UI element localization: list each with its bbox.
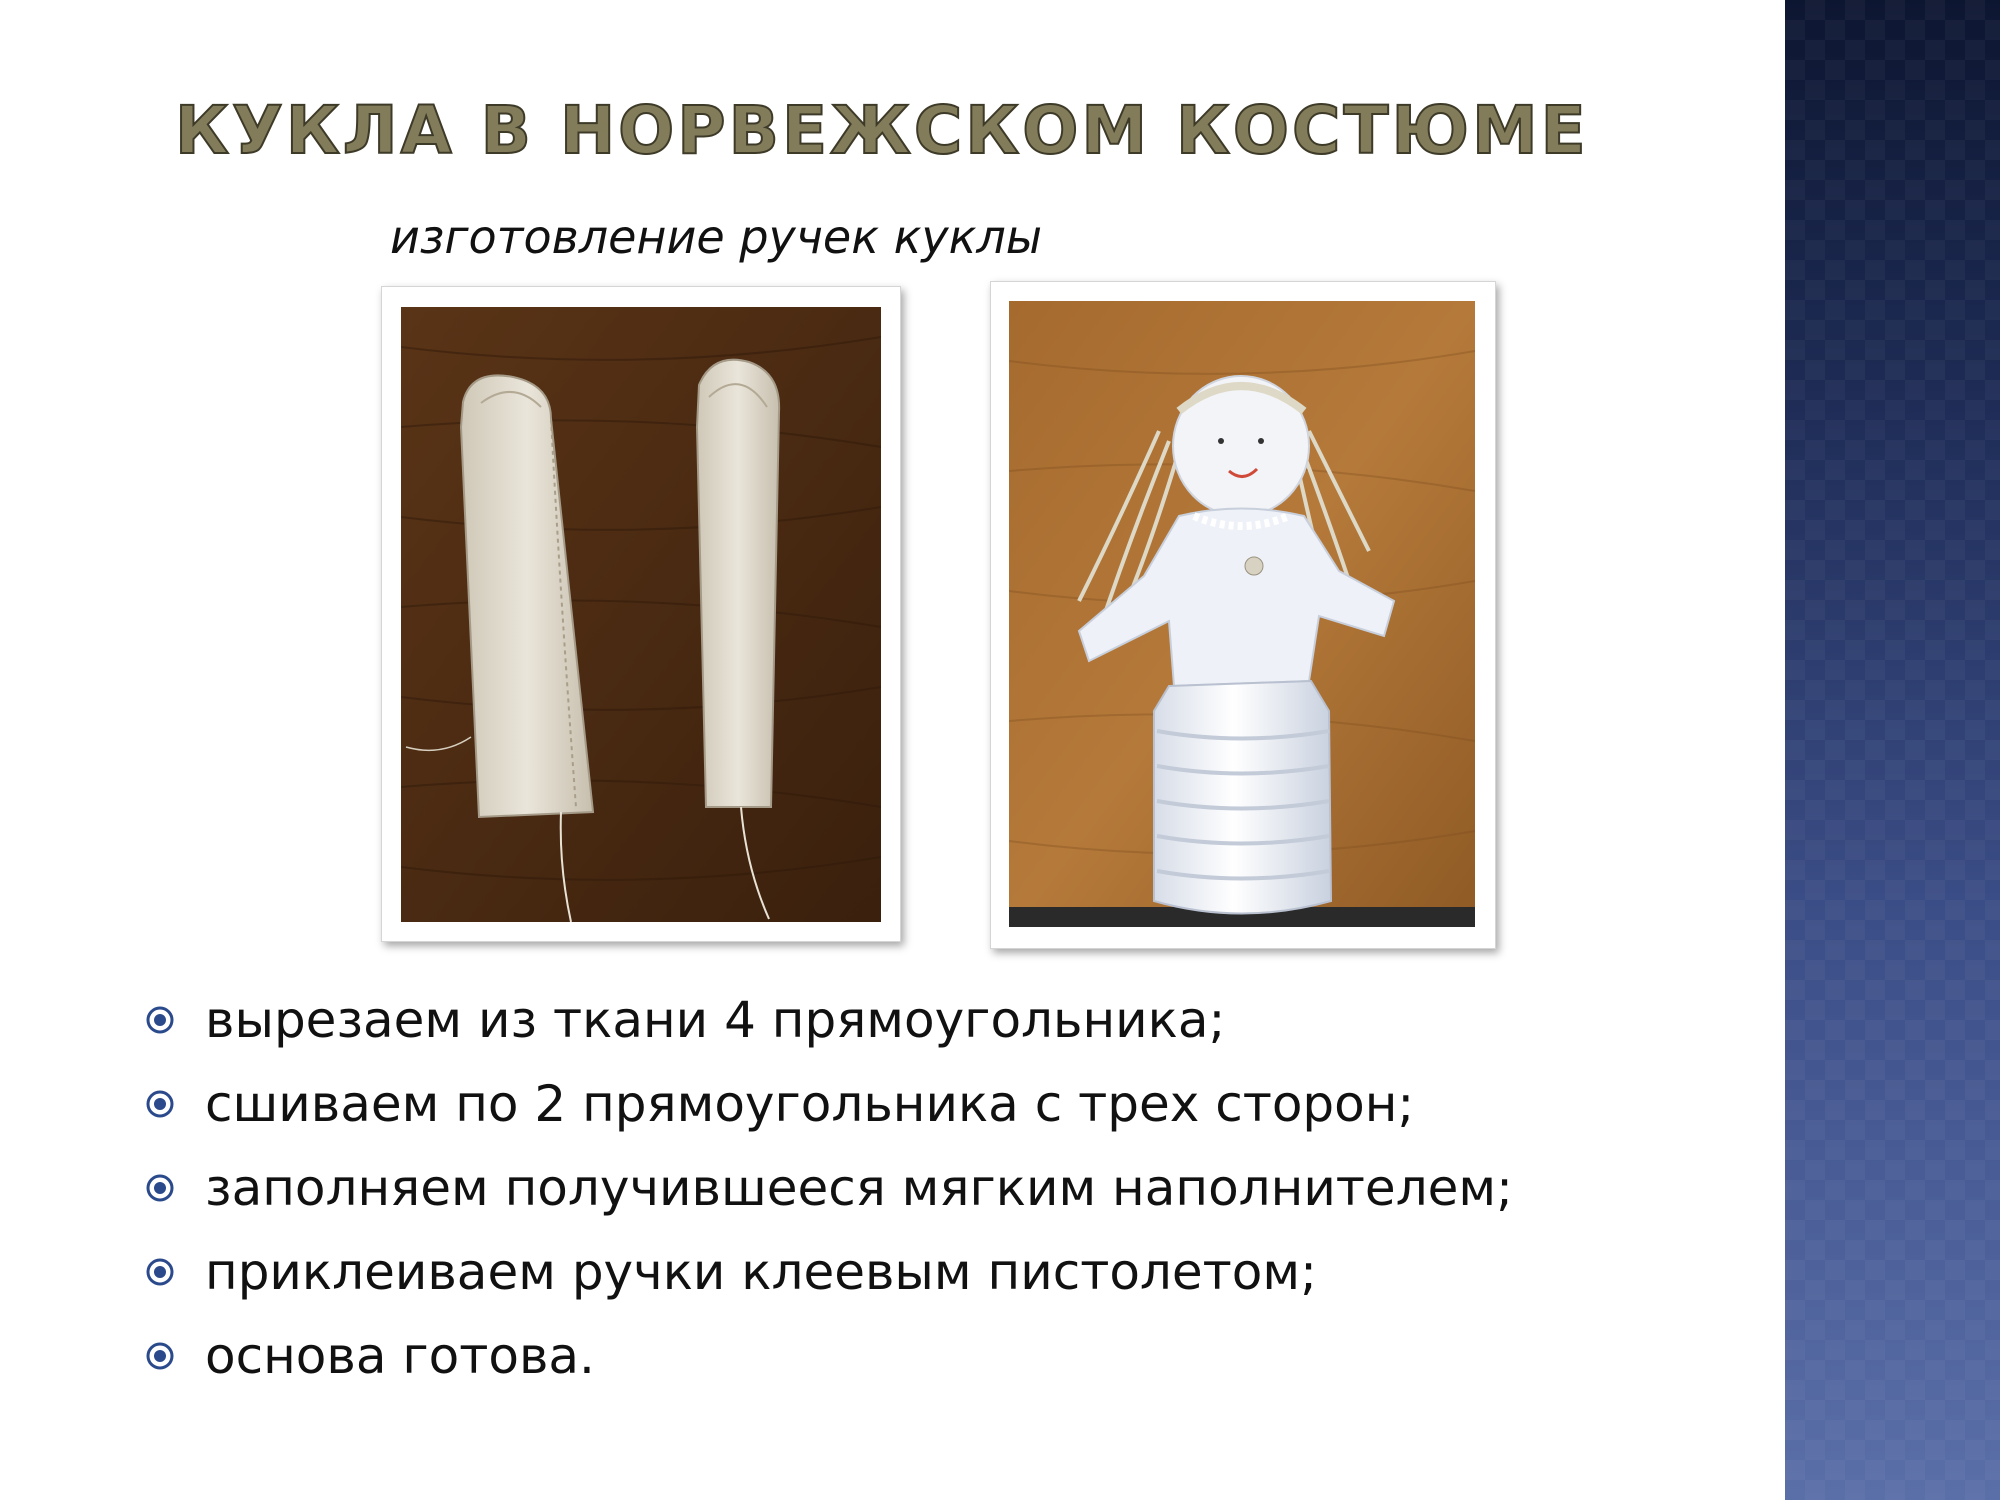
bullet-text: заполняем получившееся мягким наполнителем; (205, 1159, 1513, 1217)
fabric-arms-photo (381, 286, 901, 942)
slide-title: КУКЛА В НОРВЕЖСКОМ КОСТЮМЕ (175, 92, 1589, 169)
circle-bullet-icon (145, 1257, 175, 1287)
circle-bullet-icon (145, 1005, 175, 1035)
bullet-text: вырезаем из ткани 4 прямоугольника; (205, 991, 1226, 1049)
list-item (145, 1230, 1513, 1314)
bullet-text: сшиваем по 2 прямоугольника с трех сторон; (205, 1075, 1415, 1133)
circle-bullet-icon (145, 1089, 175, 1119)
list-item (145, 1314, 1513, 1398)
list-item (145, 1146, 1513, 1230)
slide-subtitle: изготовление ручек куклы (390, 210, 1043, 264)
decorative-side-band (1785, 0, 2000, 1500)
bullet-text: основа готова. (205, 1327, 595, 1385)
list-item (145, 1062, 1513, 1146)
fabric-tubes-image (401, 307, 881, 922)
bullet-text: приклеиваем ручки клеевым пистолетом; (205, 1243, 1317, 1301)
list-item (145, 978, 1513, 1062)
circle-bullet-icon (145, 1173, 175, 1203)
bullet-list (145, 978, 1513, 1398)
bottle-doll-image (1009, 301, 1475, 927)
doll-photo (990, 281, 1496, 949)
side-band-pattern (1785, 0, 2000, 1500)
circle-bullet-icon (145, 1341, 175, 1371)
